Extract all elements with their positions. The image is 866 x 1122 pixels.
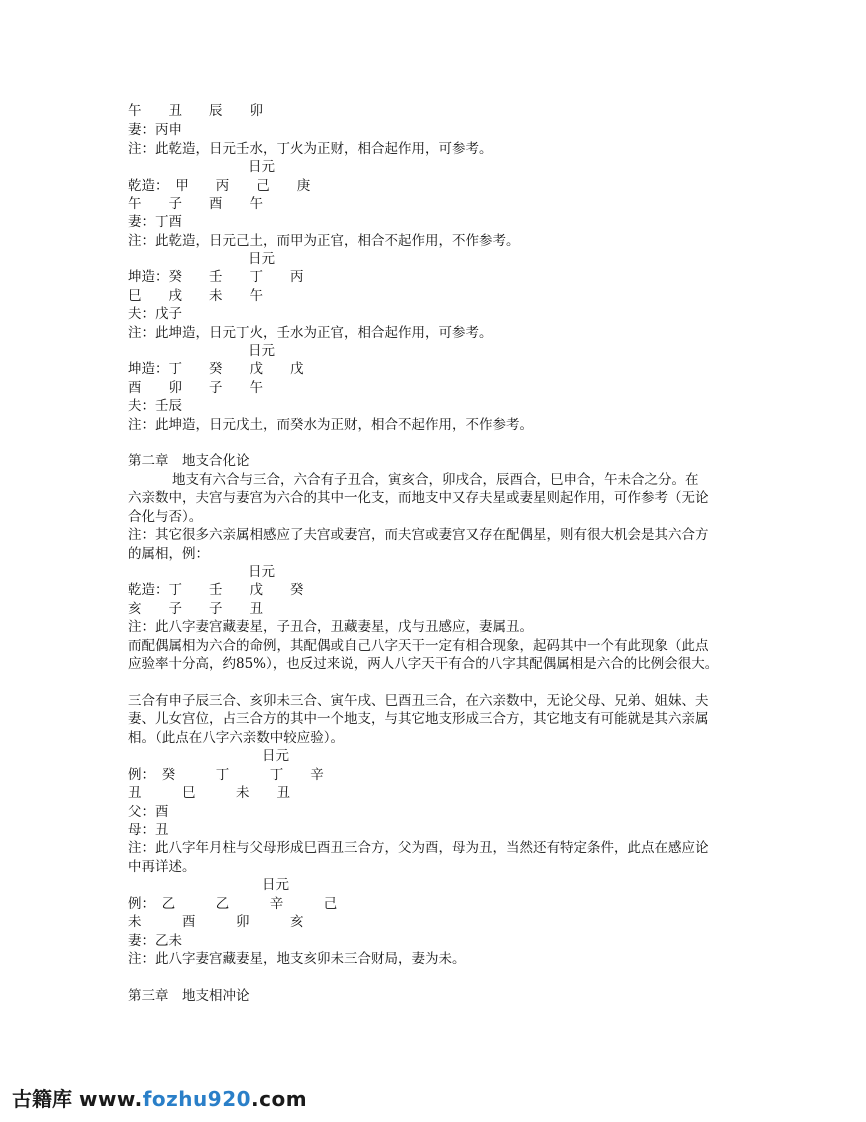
day-master-label: 日元 — [248, 343, 275, 359]
note-line: 中再详述。 — [128, 859, 196, 875]
note-line: 的属相，例： — [128, 546, 209, 562]
text-line: 午 丑 辰 卯 — [128, 103, 263, 119]
watermark-brand: 古籍库 — [12, 1087, 72, 1111]
paragraph-line: 而配偶属相为六合的命例，其配偶或自己八字天干一定有相合现象，起码其中一个有此现象（此点 — [128, 638, 709, 654]
chart-line: 乾造： 甲 丙 己 庚 — [128, 178, 311, 194]
day-master-label: 日元 — [248, 159, 275, 175]
day-master-label: 日元 — [248, 564, 275, 580]
watermark-url-prefix: www. — [78, 1087, 143, 1111]
text-line: 夫：戊子 — [128, 306, 182, 322]
note-line: 注：其它很多六亲属相感应了夫宫或妻宫，而夫宫或妻宫又存在配偶星，则有很大机会是其六合方 — [128, 527, 709, 543]
chart-line: 坤造：癸 壬 丁 丙 — [128, 269, 304, 285]
note-line: 注：此坤造，日元丁火，壬水为正官，相合起作用，可参考。 — [128, 325, 493, 341]
text-line: 夫：壬辰 — [128, 398, 182, 414]
paragraph-line: 地支有六合与三合，六合有子丑合，寅亥合，卯戌合，辰酉合，巳申合，午未合之分。在 — [172, 472, 699, 488]
watermark-url-domain: fozhu920 — [142, 1087, 252, 1111]
day-master-label: 日元 — [262, 748, 289, 764]
paragraph-line: 应验率十分高，约85%），也反过来说，两人八字天干有合的八字其配偶属相是六合的比例会很大。 — [128, 656, 719, 672]
note-line: 注：此八字妻宫藏妻星，地支亥卯未三合财局，妻为未。 — [128, 951, 466, 967]
chart-line: 乾造：丁 壬 戊 癸 — [128, 582, 304, 598]
note-line: 注：此八字妻宫藏妻星，子丑合，丑藏妻星，戊与丑感应，妻属丑。 — [128, 619, 533, 635]
chart-line: 坤造：丁 癸 戊 戊 — [128, 361, 304, 377]
day-master-label: 日元 — [248, 251, 275, 267]
text-line: 妻：丙申 — [128, 122, 182, 138]
note-line: 注：此坤造，日元戊土，而癸水为正财，相合不起作用，不作参考。 — [128, 417, 533, 433]
paragraph-line: 六亲数中，夫宫与妻宫为六合的其中一化支，而地支中又存夫星或妻星则起作用，可作参考（无论 — [128, 490, 709, 506]
paragraph-line: 合化与否）。 — [128, 509, 203, 525]
chart-line: 例： 癸 丁 丁 辛 — [128, 767, 324, 783]
text-line: 酉 卯 子 午 — [128, 380, 263, 396]
text-line: 妻：丁酉 — [128, 214, 182, 230]
text-line: 妻：乙未 — [128, 933, 182, 949]
text-line: 丑 巳 未 丑 — [128, 785, 290, 801]
note-line: 注：此八字年月柱与父母形成巳酉丑三合方，父为酉，母为丑，当然还有特定条件，此点在感应论 — [128, 840, 709, 856]
paragraph-line: 三合有申子辰三合、亥卯未三合、寅午戌、巳酉丑三合，在六亲数中，无论父母、兄弟、姐妹、夫 — [128, 693, 709, 709]
text-line: 午 子 酉 午 — [128, 196, 263, 212]
paragraph-line: 相。（此点在八字六亲数中较应验）。 — [128, 730, 344, 746]
paragraph-line: 妻、儿女宫位，占三合方的其中一个地支，与其它地支形成三合方，其它地支有可能就是其六亲属 — [128, 711, 709, 727]
text-line: 父：酉 — [128, 804, 169, 820]
text-line: 未 酉 卯 亥 — [128, 914, 304, 930]
text-line: 母：丑 — [128, 822, 169, 838]
watermark-url-suffix: .com — [251, 1087, 308, 1111]
text-line: 巳 戌 未 午 — [128, 288, 263, 304]
chart-line: 例： 乙 乙 辛 己 — [128, 896, 338, 912]
text-line: 亥 子 子 丑 — [128, 601, 263, 617]
note-line: 注：此乾造，日元己土，而甲为正官，相合不起作用，不作参考。 — [128, 233, 520, 249]
note-line: 注：此乾造，日元壬水，丁火为正财，相合起作用，可参考。 — [128, 141, 493, 157]
chapter-heading: 第三章 地支相冲论 — [128, 988, 250, 1004]
day-master-label: 日元 — [262, 877, 289, 893]
site-watermark — [12, 1086, 307, 1112]
chapter-heading: 第二章 地支合化论 — [128, 453, 250, 469]
